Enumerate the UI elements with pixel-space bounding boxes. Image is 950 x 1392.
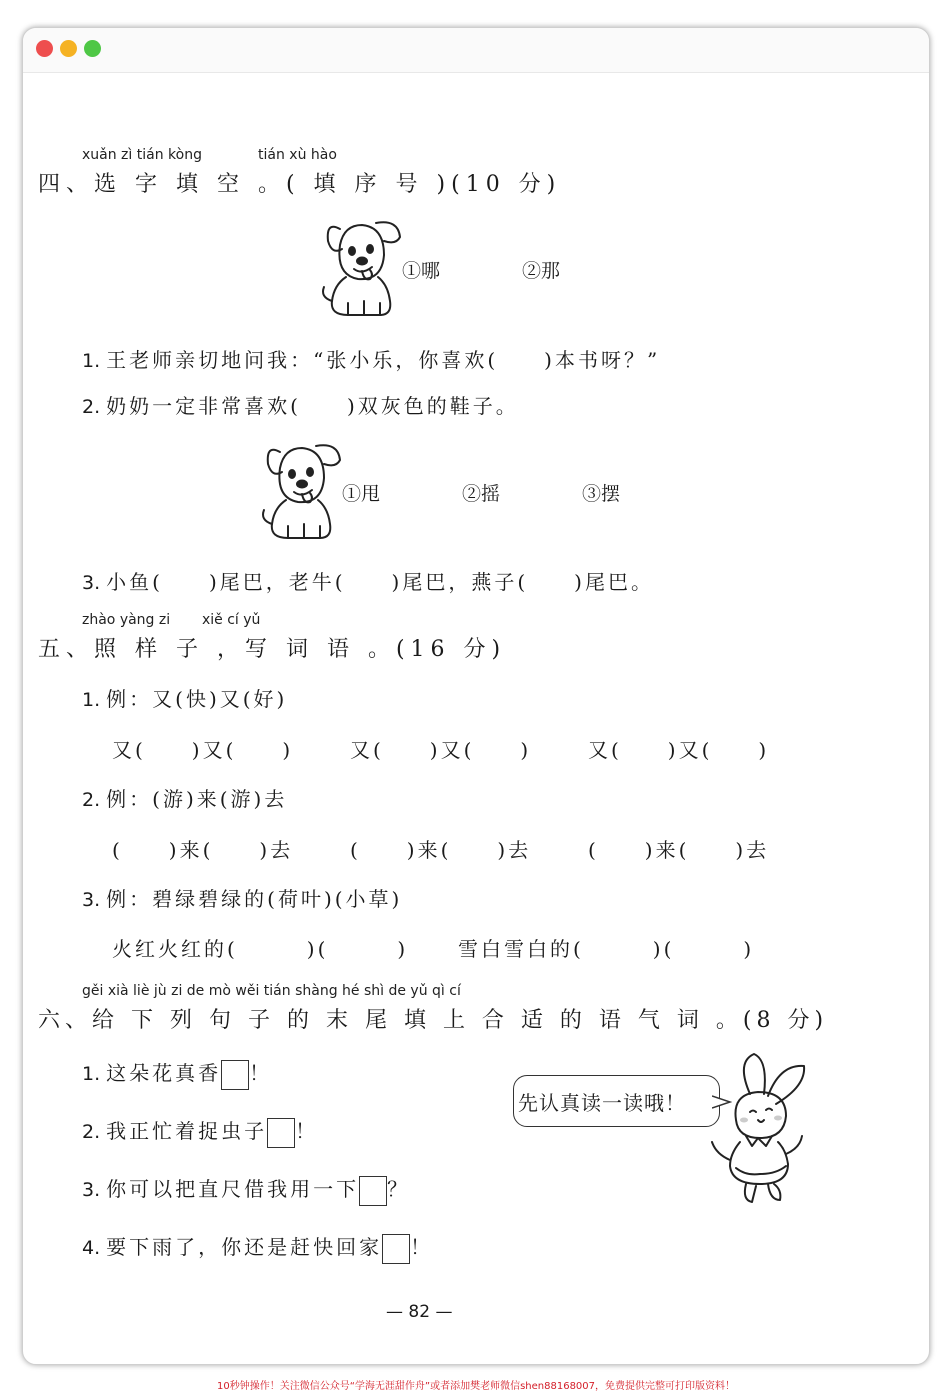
blank-5-2-c: ( )来( )去 [588,838,770,862]
example-text: 例：(游)来(游)去 [106,787,288,811]
section4-pinyin-1: xuǎn zì tián kòng [82,147,202,163]
option-3-bai: ③摆 [582,483,621,505]
question-number: 3. [82,572,101,594]
blank-5-2-a: ( )来( )去 [112,838,294,862]
blank-5-3-b: 雪白雪白的( )( ) [458,937,755,961]
puppy-illustration [318,215,408,323]
end-punctuation: ？ [387,1177,411,1201]
question-4-3 [82,566,654,595]
rabbit-illustration [706,1050,812,1210]
question-6-3 [82,1173,410,1206]
question-4-2 [82,390,519,419]
example-text: 例：又(快)又(好) [106,687,288,711]
question-text: 要下雨了，你还是赶快回家 [106,1235,383,1259]
question-6-1 [82,1057,272,1090]
question-number: 1. [82,1063,101,1085]
page-number-value: 82 [408,1302,431,1322]
answer-box[interactable] [382,1234,410,1264]
question-text: 你可以把直尺借我用一下 [106,1177,360,1201]
section5-title: 五、照 样 子 ，写 词 语 。(16 分) [38,637,507,662]
blank-5-3-a: 火红火红的( )( ) [112,937,409,961]
section5-pinyin-2: xiě cí yǔ [202,612,261,628]
blank-5-1-b: 又( )又( ) [350,738,532,762]
question-number: 2. [82,396,101,418]
maximize-window-button[interactable] [84,40,101,57]
example-5-2 [82,783,287,812]
footer-note: 10秒钟操作！关注微信公众号“学海无涯甜作舟”或者添加樊老师微信shen88168007，免费提供完整可打印版资料！ [217,1381,736,1392]
question-6-4 [82,1231,433,1264]
question-4-1 [82,344,660,373]
question-number: 2. [82,1121,101,1143]
question-6-2 [82,1115,318,1148]
close-window-button[interactable] [36,40,53,57]
section6-title: 六、给 下 列 句 子 的 末 尾 填 上 合 适 的 语 气 词 。(8 分) [38,1008,829,1033]
minimize-window-button[interactable] [60,40,77,57]
section5-pinyin-1: zhào yàng zi [82,612,171,628]
example-5-1 [82,683,287,712]
question-number: 4. [82,1237,101,1259]
question-number: 1. [82,350,101,372]
answer-box[interactable] [359,1176,387,1206]
example-5-3 [82,883,402,912]
question-text: 奶奶一定非常喜欢( )双灰色的鞋子。 [106,394,519,418]
example-text: 例：碧绿碧绿的(荷叶)(小草) [106,887,403,911]
speech-bubble-text: 先认真读一读哦！ [518,1091,686,1115]
question-text: 这朵花真香 [106,1061,222,1085]
answer-box[interactable] [221,1060,249,1090]
puppy-illustration-2 [258,438,348,546]
question-number: 3. [82,1179,101,1201]
end-punctuation: ！ [249,1061,273,1085]
question-number: 1. [82,689,101,711]
option-2-na: ②那 [522,260,561,282]
answer-box[interactable] [267,1118,295,1148]
option-1-na: ①哪 [402,260,441,282]
option-1-shuai: ①甩 [342,483,381,505]
section4-title: 四、选 字 填 空 。( 填 序 号 )(10 分) [38,172,562,197]
blank-5-1-c: 又( )又( ) [588,738,770,762]
blank-5-1-a: 又( )又( ) [112,738,294,762]
end-punctuation: ！ [295,1119,319,1143]
question-number: 2. [82,789,101,811]
section6-pinyin: gěi xià liè jù zi de mò wěi tián shàng hé shì de yǔ qì cí [82,983,461,999]
section4-pinyin-2: tián xù hào [258,147,337,163]
page-number: — 82 — [386,1302,453,1322]
title-bar [23,28,929,73]
question-text: 王老师亲切地问我：“张小乐，你喜欢( )本书呀？” [106,348,661,372]
question-text: 我正忙着捉虫子 [106,1119,268,1143]
question-number: 3. [82,889,101,911]
option-2-yao: ②摇 [462,483,501,505]
blank-5-2-b: ( )来( )去 [350,838,532,862]
end-punctuation: ！ [410,1235,434,1259]
question-text: 小鱼( )尾巴，老牛( )尾巴，燕子( )尾巴。 [106,570,654,594]
